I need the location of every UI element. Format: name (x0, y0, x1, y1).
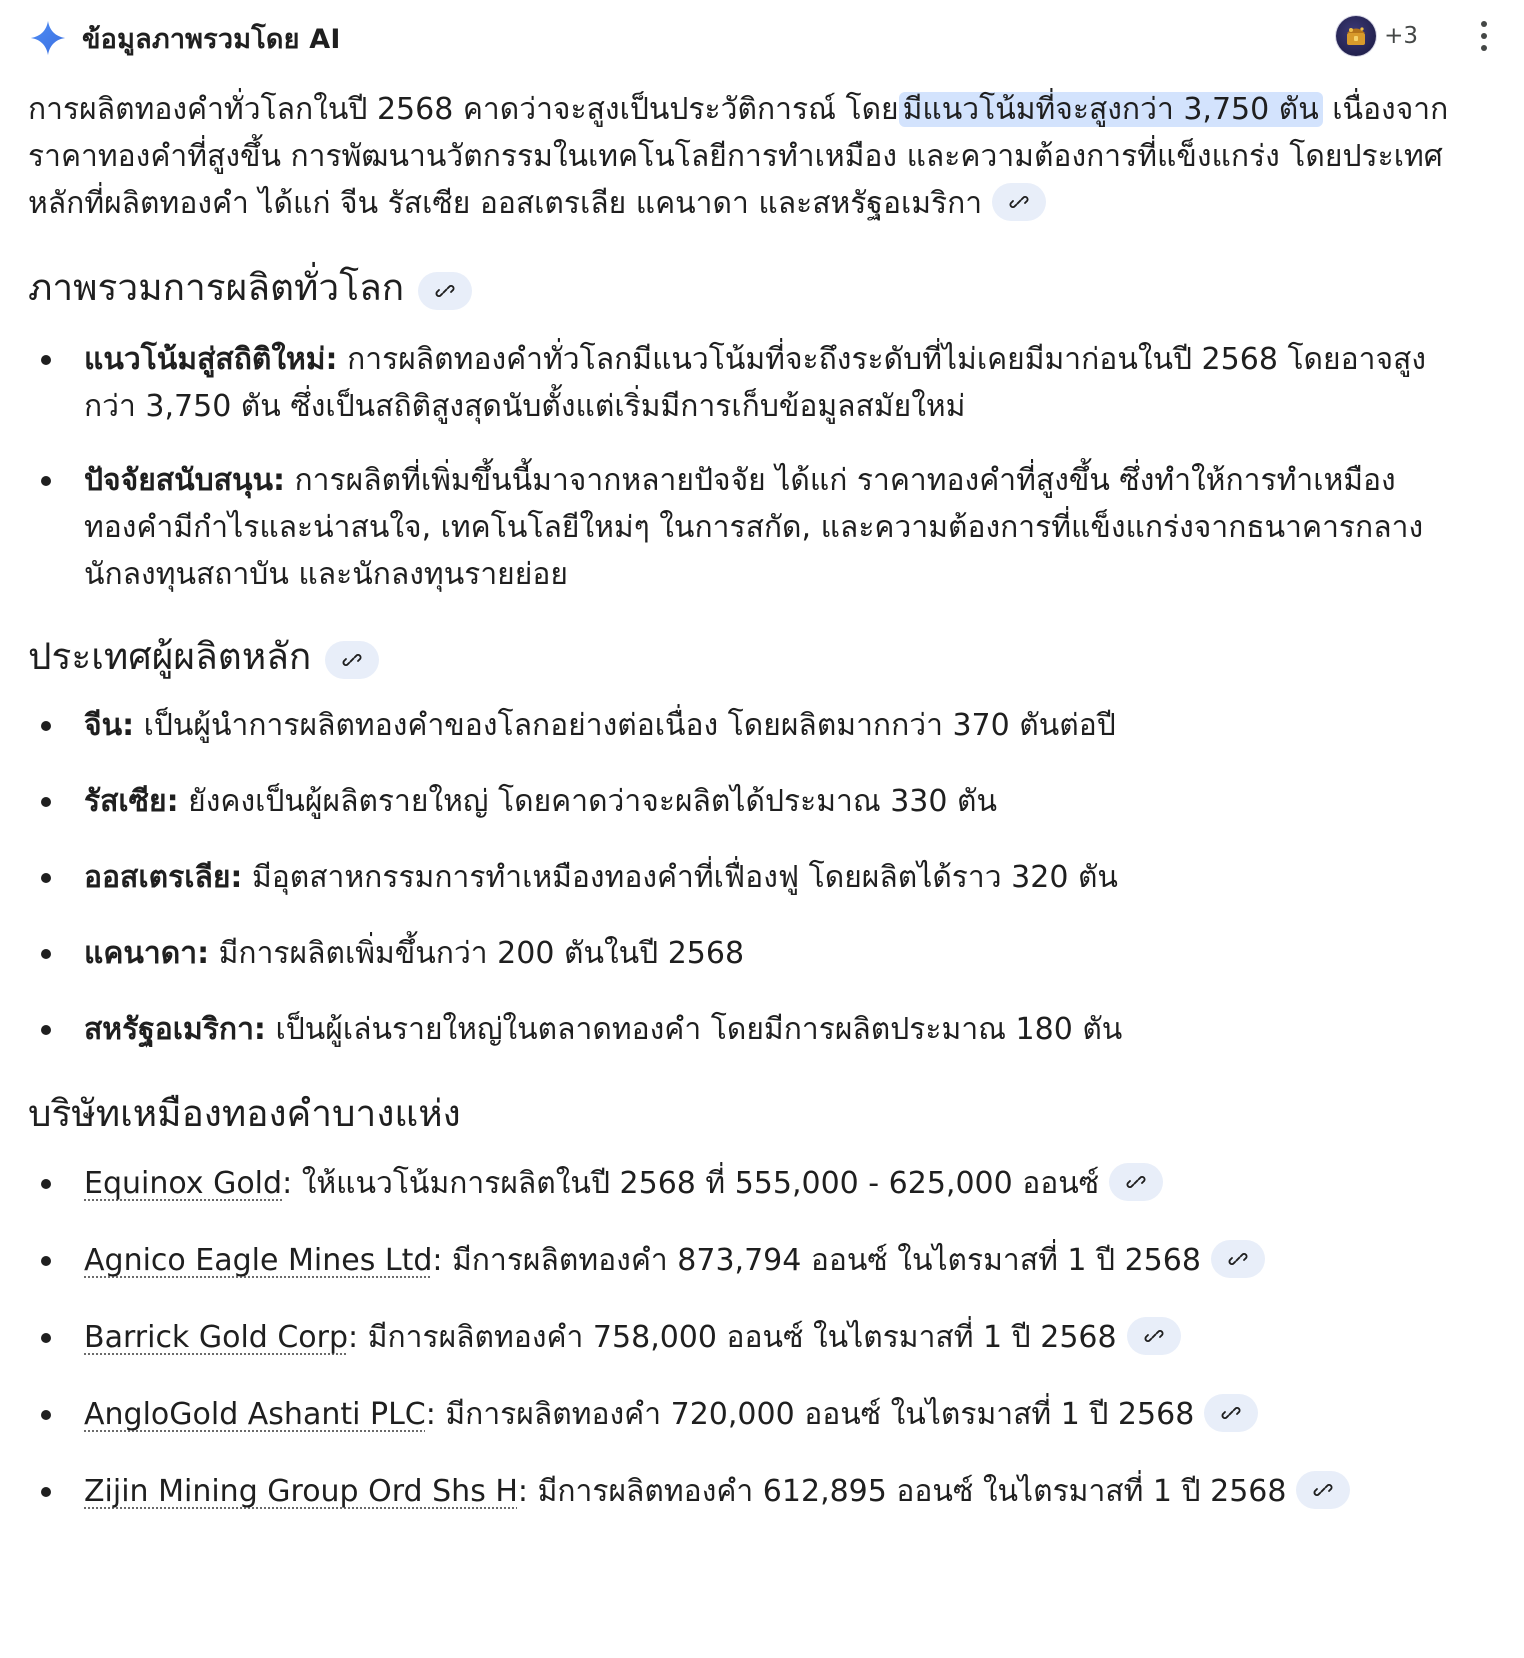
intro-highlight[interactable]: มีแนวโน้มที่จะสูงกว่า 3,750 ตัน (899, 92, 1323, 127)
list-item (28, 702, 1458, 749)
item-colon: : (425, 1397, 436, 1432)
section-heading-text: ภาพรวมการผลิตทั่วโลก (28, 266, 405, 309)
section-heading-mining-companies (28, 1090, 461, 1138)
list-item (28, 1006, 1458, 1053)
intro-paragraph (28, 86, 1478, 227)
item-text: ให้แนวโน้มการผลิตในปี 2568 ที่ 555,000 - 625,000 ออนซ์ (292, 1166, 1100, 1201)
item-label: สหรัฐอเมริกา: (84, 1012, 266, 1047)
company-link[interactable]: Agnico Eagle Mines Ltd (84, 1243, 433, 1278)
item-colon: : (282, 1166, 293, 1201)
link-icon (1221, 1403, 1241, 1423)
list-item (28, 778, 1458, 825)
item-text: มีการผลิตทองคำ 720,000 ออนซ์ ในไตรมาสที่ 1 ปี 2568 (435, 1397, 1195, 1432)
item-text: มีการผลิตทองคำ 612,895 ออนซ์ ในไตรมาสที่ 1 ปี 2568 (528, 1474, 1287, 1509)
mining-companies-list (28, 1160, 1458, 1515)
link-icon (342, 650, 362, 670)
source-avatar-icon[interactable] (1336, 16, 1376, 56)
item-text: มีอุตสาหกรรมการทำเหมืองทองคำที่เฟื่องฟู โดยผลิตได้ราว 320 ตัน (242, 860, 1118, 895)
item-text: เป็นผู้นำการผลิตทองคำของโลกอย่างต่อเนื่อง โดยผลิตมากกว่า 370 ตันต่อปี (134, 708, 1116, 743)
item-label: ปัจจัยสนับสนุน: (84, 463, 285, 498)
item-label: แนวโน้มสู่สถิติใหม่: (84, 342, 338, 377)
list-item (28, 930, 1458, 977)
source-link-chip[interactable] (418, 272, 472, 310)
item-text: ยังคงเป็นผู้ผลิตรายใหญ่ โดยคาดว่าจะผลิตได้ประมาณ 330 ตัน (178, 784, 998, 819)
item-text: การผลิตทองคำทั่วโลกมีแนวโน้มที่จะถึงระดับที่ไม่เคยมีมาก่อนในปี 2568 โดยอาจสูงกว่า 3,750 ตัน ซึ่งเป็นสถิติสูงสุดนับตั้งแต่เริ่มมีการเก็บข้อมูลสมัยใหม่ (84, 342, 1427, 424)
menu-dot (1481, 45, 1487, 51)
list-item (28, 1391, 1458, 1438)
list-item (28, 1314, 1458, 1361)
item-label: จีน: (84, 708, 135, 743)
source-link-chip[interactable] (1204, 1394, 1258, 1432)
section-heading-text: ประเทศผู้ผลิตหลัก (28, 635, 312, 678)
gemini-spark-icon (28, 18, 68, 58)
item-text: การผลิตที่เพิ่มขึ้นนี้มาจากหลายปัจจัย ได้แก่ ราคาทองคำที่สูงขึ้น ซึ่งทำให้การทำเหมืองทองคำมีกำไรและน่าสนใจ, เทคโนโลยีใหม่ๆ ในการสกัด, และความต้องการที่แข็งแกร่งจากธนาคารกลาง นักลงทุนสถาบัน และนักลงทุนรายย่อย (84, 463, 1424, 592)
link-icon (1009, 192, 1029, 212)
item-text: มีการผลิตเพิ่มขึ้นกว่า 200 ตันในปี 2568 (209, 936, 745, 971)
menu-dot (1481, 33, 1487, 39)
section-heading-global-overview (28, 264, 472, 312)
source-link-chip[interactable] (1211, 1240, 1265, 1278)
sources-summary[interactable] (1336, 16, 1496, 56)
item-text: มีการผลิตทองคำ 758,000 ออนซ์ ในไตรมาสที่ 1 ปี 2568 (358, 1320, 1117, 1355)
list-item (28, 336, 1458, 430)
ai-overview-title: ข้อมูลภาพรวมโดย AI (82, 23, 341, 55)
company-link[interactable]: AngloGold Ashanti PLC (84, 1397, 426, 1432)
extra-sources-count[interactable]: +3 (1384, 23, 1418, 49)
item-text: เป็นผู้เล่นรายใหญ่ในตลาดทองคำ โดยมีการผลิตประมาณ 180 ตัน (265, 1012, 1123, 1047)
link-icon (435, 281, 455, 301)
company-link[interactable]: Zijin Mining Group Ord Shs H (84, 1474, 518, 1509)
item-label: แคนาดา: (84, 936, 210, 971)
list-item (28, 1468, 1458, 1515)
source-link-chip[interactable] (992, 183, 1046, 221)
list-item (28, 1160, 1458, 1207)
company-link[interactable]: Equinox Gold (84, 1166, 283, 1201)
source-link-chip[interactable] (1296, 1471, 1350, 1509)
link-icon (1144, 1326, 1164, 1346)
item-colon: : (432, 1243, 443, 1278)
item-colon: : (517, 1474, 529, 1509)
ai-overview-header (28, 0, 1496, 76)
intro-text-before: การผลิตทองคำทั่วโลกในปี 2568 คาดว่าจะสูงเป็นประวัติการณ์ โดย (28, 92, 899, 127)
item-text: มีการผลิตทองคำ 873,794 ออนซ์ ในไตรมาสที่ 1 ปี 2568 (442, 1243, 1201, 1278)
section-heading-main-producers (28, 633, 379, 681)
link-icon (1313, 1480, 1333, 1500)
link-icon (1126, 1172, 1146, 1192)
list-item (28, 854, 1458, 901)
more-vert-icon[interactable] (1472, 16, 1496, 56)
item-colon: : (348, 1320, 359, 1355)
item-label: รัสเซีย: (84, 784, 179, 819)
source-link-chip[interactable] (325, 641, 379, 679)
section-heading-text: บริษัทเหมืองทองคำบางแห่ง (28, 1092, 461, 1135)
source-link-chip[interactable] (1127, 1317, 1181, 1355)
menu-dot (1481, 21, 1487, 27)
item-label: ออสเตรเลีย: (84, 860, 243, 895)
source-link-chip[interactable] (1109, 1163, 1163, 1201)
link-icon (1228, 1249, 1248, 1269)
company-link[interactable]: Barrick Gold Corp (84, 1320, 349, 1355)
global-overview-list (28, 336, 1458, 598)
list-item (28, 457, 1458, 598)
main-producers-list (28, 702, 1458, 1053)
intro-text-after: เนื่องจากราคาทองคำที่สูงขึ้น การพัฒนานวัตกรรมในเทคโนโลยีการทำเหมือง และความต้องการที่แข็งแกร่ง โดยประเทศหลักที่ผลิตทองคำ ได้แก่ จีน รัสเซีย ออสเตรเลีย แคนาดา และสหรัฐอเมริกา (28, 92, 1449, 221)
list-item (28, 1237, 1458, 1284)
